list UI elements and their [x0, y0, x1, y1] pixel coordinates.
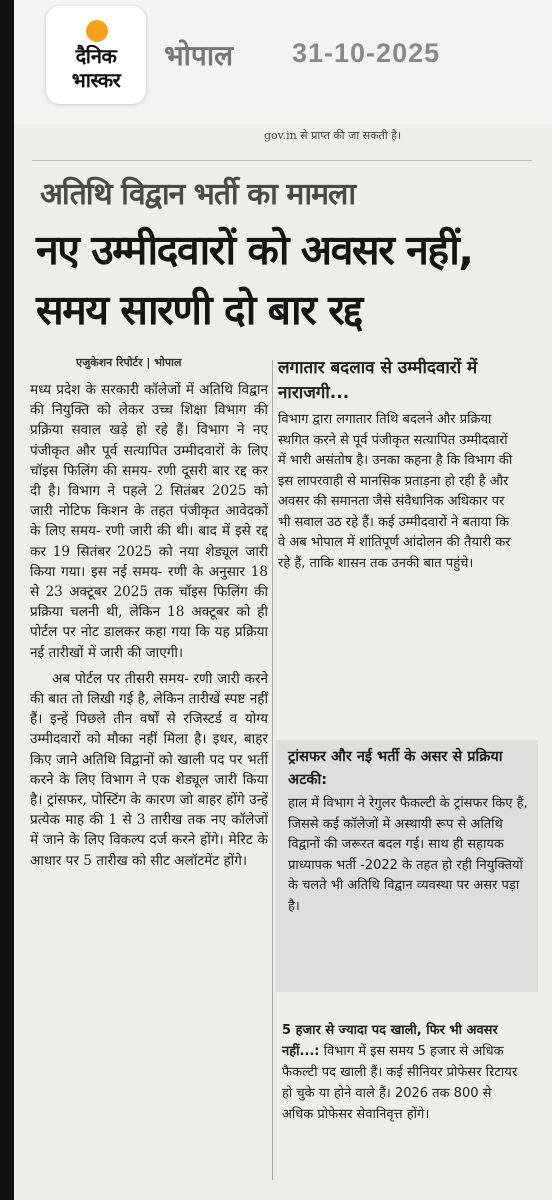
dainik-bhaskar-logo [46, 6, 146, 104]
article-kicker: अतिथि विद्वान भर्ती का मामला [40, 177, 356, 212]
box-heading: ट्रांसफर और नई भर्ती के असर से प्रक्रिया अटकी: [288, 749, 503, 788]
previous-article-fragment: gov.in से प्राप्त की जा सकती है। [264, 129, 402, 142]
right-column-section-3 [282, 1020, 526, 1125]
top-divider [32, 160, 532, 161]
article-byline: एजुकेशन रिपोर्टर | भोपाल [76, 356, 182, 369]
column-divider [272, 360, 273, 1180]
newspaper-page [14, 0, 552, 1200]
logo-text-line2: भास्कर [71, 68, 121, 92]
paragraph: विभाग द्वारा लगातार तिथि बदलने और प्रक्रिया स्थगित करने से पूर्व पंजीकृत सत्यापित उम्मीदवारों में भारी असंतोष है। उनका कहना है कि विभाग की इस लापरवाही से मानसिक प्रताड़ना हो रही है और अवसर की समानता जैसे संवैधानिक अधिकार पर भी सवाल उठ रहे हैं। कई उम्मीदवारों ने बताया कि वे अब भोपाल में शांतिपूर्ण आंदोलन की तैयारी कर रहे हैं, ताकि शासन तक उनकी बात पहुंचे। [278, 412, 513, 571]
sun-icon [86, 20, 108, 42]
paragraph [282, 1020, 526, 1125]
inline-text: विभाग में इस समय 5 हजार से अधिक फैकल्टी पद खाली हैं। कई सीनियर प्रोफेसर रिटायर हो चुके या होने वाले हैं। 2026 तक 800 से अधिक प्रोफेसर सेवानिवृत्त होंगे। [282, 1044, 518, 1122]
paragraph: अब पोर्टल पर तीसरी समय- रणी जारी करने की बात तो लिखी गई है, लेकिन तारीखें स्पष्ट नहीं हैं। इन्हें पिछले तीन वर्षों से रजिस्टर्ड व योग्य उम्मीदवारों को मौका नहीं मिला है। इधर, बाहर किए जाने अतिथि विद्वानों को खाली पद पर भर्ती करने के लिए विभाग ने एक शेड्यूल जारी किया है। ट्रांसफर, पोस्टिंग के कारण जो बाहर होंगे उन्हें प्रत्येक माह की 1 से 3 तारीख तक नए कॉलेजों में जाने के लिए विकल्प दर्ज करने होंगे। मेरिट के आधार पर 5 तारीख को सीट अलॉटमेंट होंगे। [30, 670, 268, 869]
edition-city: भोपाल [164, 39, 234, 72]
edition-date: 31-10-2025 [292, 38, 441, 68]
article-headline: नए उम्मीदवारों को अवसर नहीं, समय सारणी दो बार रद्द [36, 226, 473, 334]
subheading-dissatisfaction: लगातार बदलाव से उम्मीदवारों में नाराजगी... [278, 358, 478, 403]
paragraph: हाल में विभाग ने रेगुलर फैकल्टी के ट्रांसफर किए हैं, जिससे कई कॉलेजों में अस्थायी रूप से अतिथि विद्वानों की जरूरत बदल गई। साथ ही सहायक प्राध्यापक भर्ती -2022 के तहत हो रही नियुक्तियों के चलते भी अतिथि विद्वान व्यवस्था पर असर पड़ा है। [288, 796, 528, 914]
logo-text-line1: दैनिक [75, 44, 117, 68]
right-column-section-1 [278, 410, 518, 574]
paragraph: मध्य प्रदेश के सरकारी कॉलेजों में अतिथि विद्वान की नियुक्ति को लेकर उच्च शिक्षा विभाग की प्रक्रिया सवाल खड़े हो रहे हैं। विभाग ने नए पंजीकृत और पूर्व सत्यापित उम्मीदवारों के लिए चॉइस फिलिंग की समय- रणी दूसरी बार रद्द कर दी है। विभाग ने पहले 2 सितंबर 2025 को जारी नोटिफ किशन के तहत पंजीकृत आवेदकों के लिए समय- रणी जारी की थी। बाद में इसे रद्द कर 19 सितंबर 2025 को नया शेड्यूल जारी किया गया। इस नई समय- रणी के अनुसार 18 से 23 अक्टूबर 2025 तक चॉइस फिलिंग की प्रक्रिया चलनी थी, लेकिन 18 अक्टूबर को ही पोर्टल पर नोट डालकर कहा गया कि यह प्रक्रिया नई तारीखों में जारी की जाएगी। [30, 382, 268, 661]
inline-heading: 5 हजार से ज्यादा पद खाली, फिर भी अवसर नहीं...: [282, 1023, 498, 1059]
left-column [30, 380, 268, 871]
masthead [14, 0, 552, 124]
box-text [288, 794, 532, 918]
